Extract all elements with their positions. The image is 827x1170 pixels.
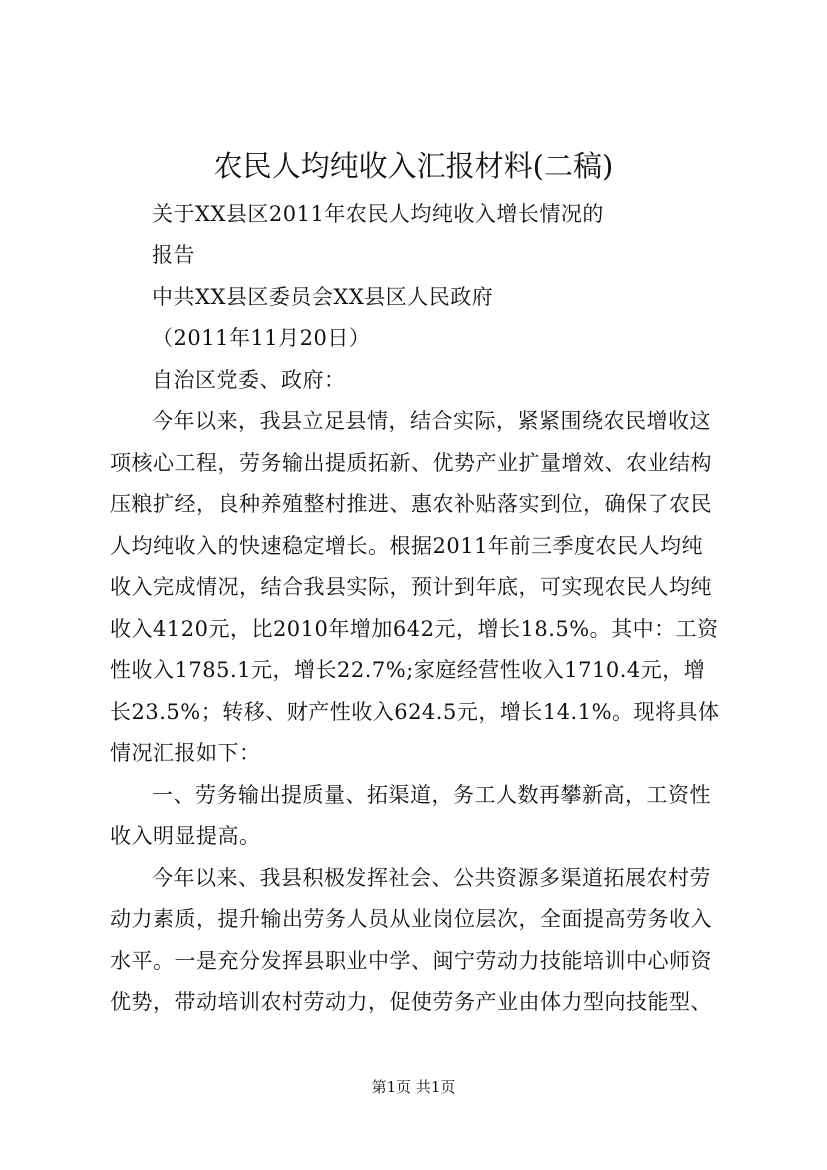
subtitle-line: 关于XX县区2011年农民人均纯收入增长情况的 bbox=[152, 202, 604, 226]
body-line: 人均纯收入的快速稳定增长。根据2011年前三季度农民人均纯 bbox=[110, 534, 703, 558]
section-heading-line: 一、劳务输出提质量、拓渠道，务工人数再攀新高，工资性 bbox=[152, 783, 711, 807]
body-line: 性收入1785.1元，增长22.7%;家庭经营性收入1710.4元，增 bbox=[110, 658, 706, 682]
body-line: 项核心工程，劳务输出提质拓新、优势产业扩量增效、农业结构 bbox=[110, 451, 712, 475]
subtitle-line: 报告 bbox=[152, 243, 195, 267]
issuer-line: 中共XX县区委员会XX县区人民政府 bbox=[152, 285, 494, 309]
body-line: 今年以来、我县积极发挥社会、公共资源多渠道拓展农村劳 bbox=[152, 866, 711, 890]
body-line: 动力素质，提升输出劳务人员从业岗位层次，全面提高劳务收入 bbox=[110, 907, 712, 931]
body-line: 收入4120元，比2010年增加642元，增长18.5%。其中：工资 bbox=[110, 617, 719, 641]
body-line: 今年以来，我县立足县情，结合实际，紧紧围绕农民增收这 bbox=[152, 409, 711, 433]
body-line: 水平。一是充分发挥县职业中学、闽宁劳动力技能培训中心师资 bbox=[110, 949, 712, 973]
body-line: 收入完成情况，结合我县实际，预计到年底，可实现农民人均纯 bbox=[110, 575, 712, 599]
body-line: 优势，带动培训农村劳动力，促使劳务产业由体力型向技能型、 bbox=[110, 990, 712, 1014]
body-line: 情况汇报如下： bbox=[110, 741, 261, 765]
document-title: 农民人均纯收入汇报材料(二稿) bbox=[213, 149, 614, 183]
date-line: （2011年11月20日） bbox=[152, 326, 371, 350]
section-heading-line: 收入明显提高。 bbox=[110, 824, 261, 848]
body-line: 长23.5%；转移、财产性收入624.5元，增长14.1%。现将具体 bbox=[110, 700, 720, 724]
addressee-line: 自治区党委、政府： bbox=[152, 368, 346, 392]
body-line: 压粮扩经，良种养殖整村推进、惠农补贴落实到位，确保了农民 bbox=[110, 492, 712, 516]
page-footer: 第1页 共1页 bbox=[371, 1078, 456, 1096]
